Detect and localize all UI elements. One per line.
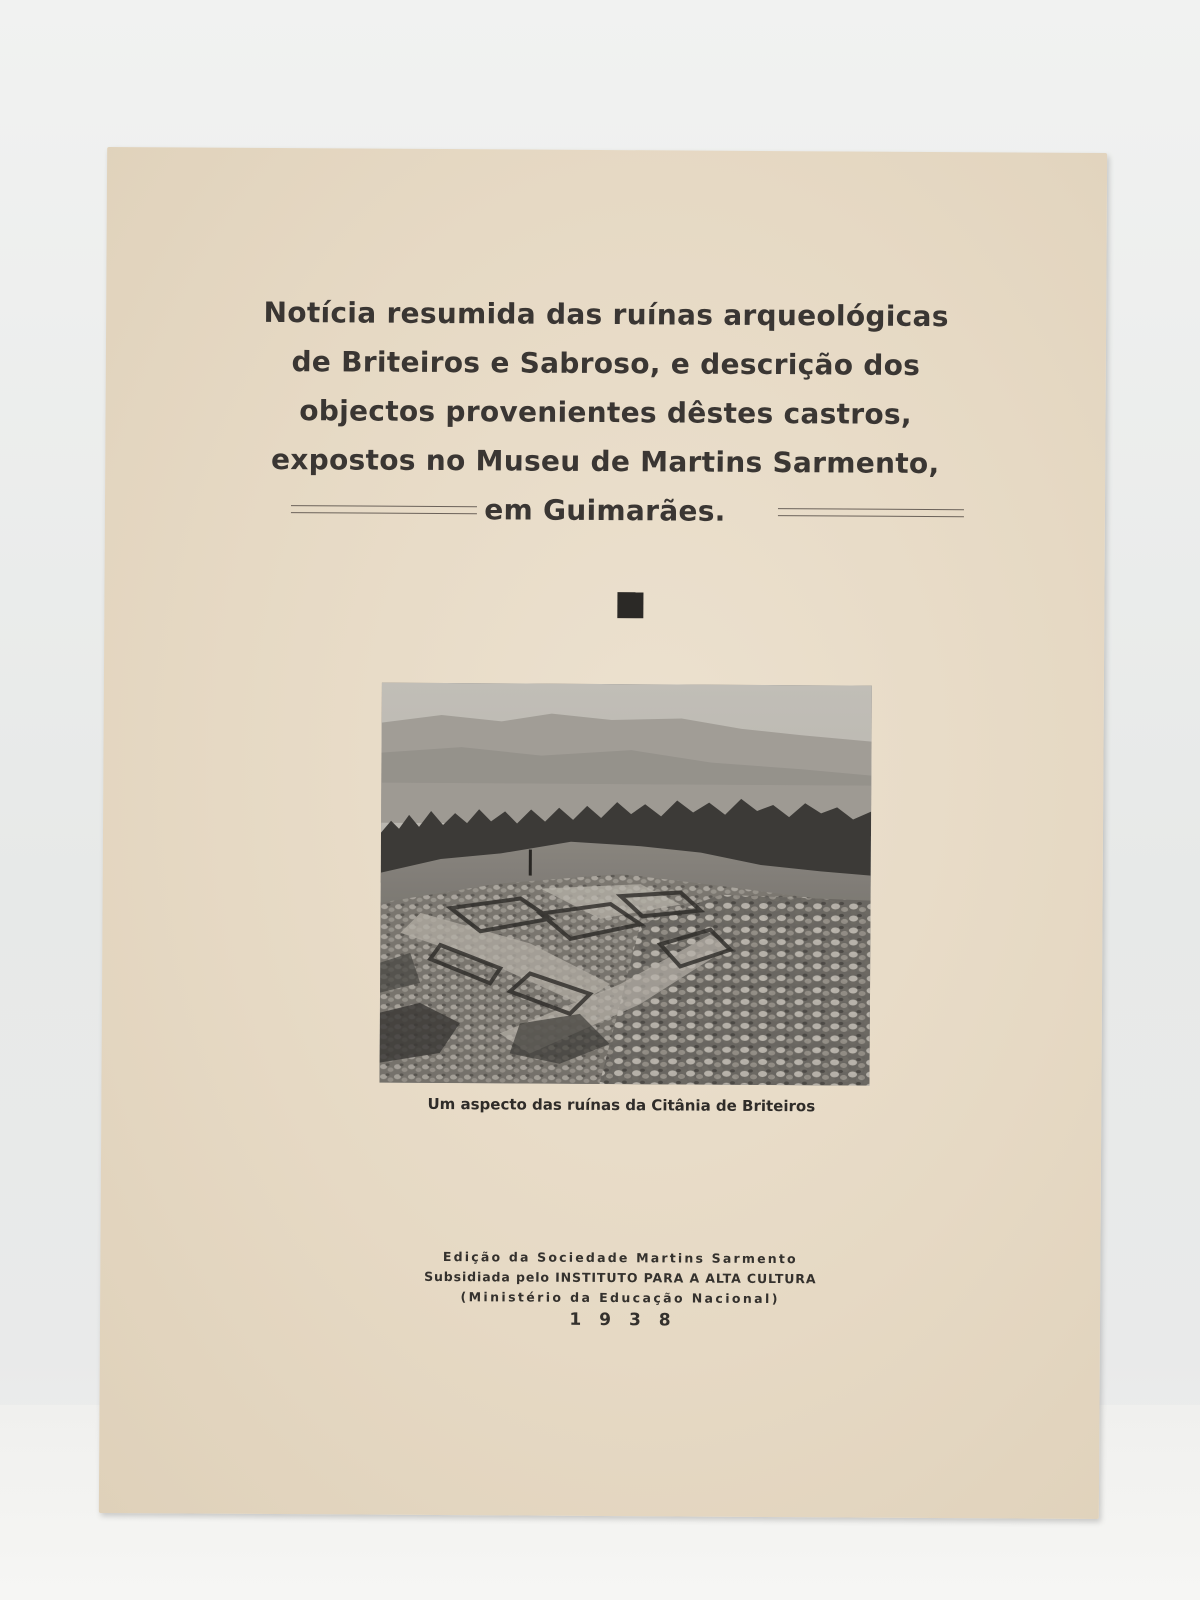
document-title [105,287,1106,538]
imprint-ministry: (Ministério da Educação Nacional) [460,1289,780,1307]
decorative-rule-right [778,508,964,517]
ruins-photo-image [379,683,871,1086]
publication-imprint [100,1245,1140,1333]
publication-year: 1938 [569,1309,689,1331]
title-line-4: expostos no Museu de Martins Sarmento, [270,442,940,481]
title-line-5: em Guimarães. [484,493,726,528]
title-line-1: Notícia resumida das ruínas arqueológicas [263,295,949,334]
title-line-5-row [105,483,1105,538]
title-line-3: objectos provenientes dêstes castros, [299,394,912,431]
imprint-sponsor: Subsidiada pelo INSTITUTO PARA A ALTA CULTURA [424,1268,817,1287]
booklet-cover [99,147,1107,1519]
photo-caption: Um aspecto das ruínas da Citânia de Briteiros [427,1094,816,1116]
ornament-square [617,592,643,618]
imprint-publisher: Edição da Sociedade Martins Sarmento [442,1249,798,1267]
ruins-photograph [379,683,871,1086]
decorative-rule-left [291,505,477,514]
title-line-2: de Briteiros e Sabroso, e descrição dos [291,345,921,382]
